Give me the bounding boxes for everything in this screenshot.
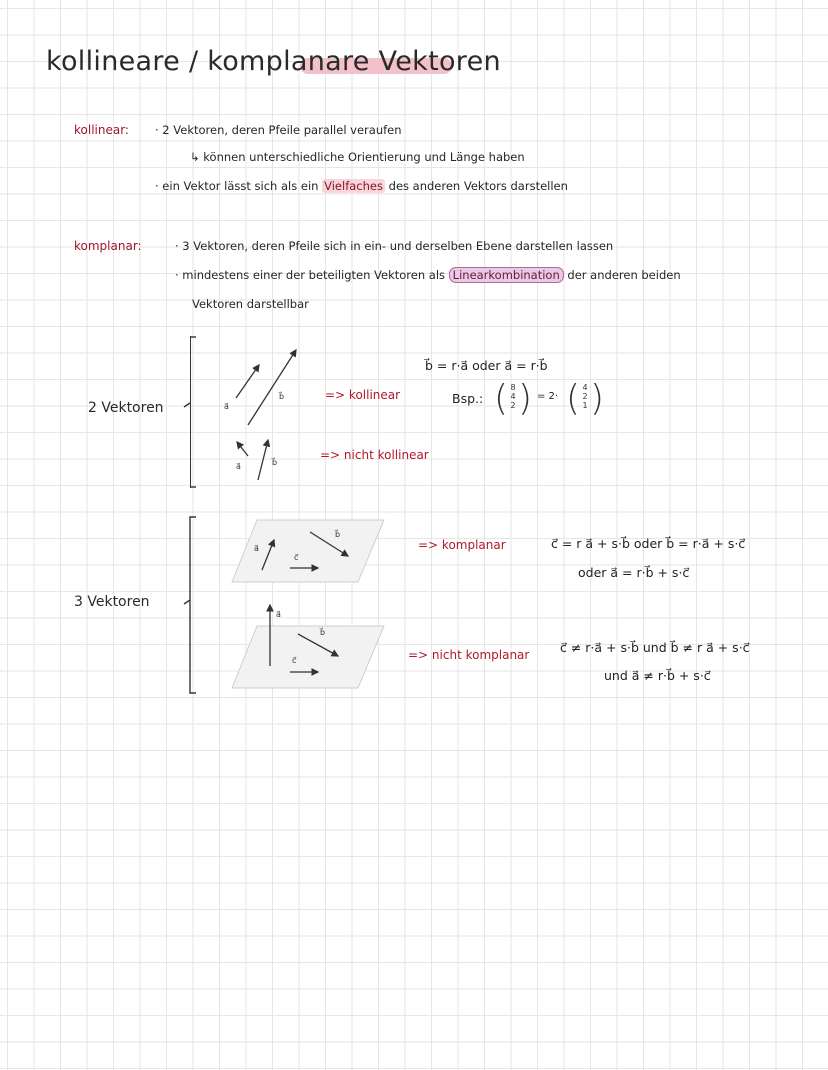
two-vectors-label: 2 Vektoren [88, 400, 164, 416]
brace-ticks-three [184, 517, 196, 693]
kollinear-bullet-1-sub: ↳ können unterschiedliche Orientierung und Länge haben [190, 150, 525, 164]
komplanar-bullet-1: · 3 Vektoren, deren Pfeile sich in ein- und derselben Ebene darstellen lassen [175, 239, 614, 253]
paren-close-1: ) [518, 378, 533, 419]
highlight-linearkombination: Linearkombination [449, 267, 564, 283]
label-a-collinear: a⃗ [224, 402, 229, 411]
kollinear-label: kollinear: [74, 123, 129, 137]
result-komplanar: => komplanar [418, 538, 506, 552]
label-b-nicht-komplanar: b⃗ [320, 628, 326, 637]
formula-collinear: b⃗ = r·a⃗ oder a⃗ = r·b⃗ [425, 358, 548, 373]
example-factor: = 2· [537, 391, 559, 402]
vec1-x: 8 [510, 383, 516, 392]
vector-b-collinear [248, 350, 296, 425]
plane-nicht-komplanar [232, 626, 384, 688]
komplanar-bullet-2-cont: Vektoren darstellbar [192, 297, 309, 311]
formula-komplanar-2: oder a⃗ = r·b⃗ + s·c⃗ [578, 565, 690, 580]
paren-open-2: ( [566, 378, 581, 419]
label-c-nicht-komplanar: c⃗ [292, 656, 297, 665]
komplanar-label: komplanar: [74, 239, 142, 253]
vector-a-noncollinear [237, 442, 248, 456]
page-title: kollineare / komplanare Vektoren [46, 46, 501, 77]
label-c-komplanar: c⃗ [294, 553, 299, 562]
label-b-noncollinear: b⃗ [272, 458, 278, 467]
label-b-komplanar: b⃗ [335, 530, 341, 539]
formula-nicht-komplanar-2: und a⃗ ≠ r·b⃗ + s·c⃗ [604, 668, 711, 683]
vec2-x: 4 [582, 383, 588, 392]
vec2-y: 2 [582, 392, 588, 401]
vec2-z: 1 [582, 401, 588, 410]
kollinear-bullet-1: · 2 Vektoren, deren Pfeile parallel veraufen [155, 123, 402, 137]
vec1-y: 4 [510, 392, 516, 401]
label-b-collinear: b⃗ [279, 392, 285, 401]
three-vectors-label: 3 Vektoren [74, 594, 150, 610]
label-a-noncollinear: a⃗ [236, 462, 241, 471]
formula-komplanar-1: c⃗ = r a⃗ + s·b⃗ oder b⃗ = r·a⃗ + s·c⃗ [551, 536, 746, 551]
label-a-nicht-komplanar: a⃗ [276, 610, 281, 619]
komplanar-bullet-2-post: der anderen beiden [567, 268, 681, 282]
paren-close-2: ) [590, 378, 605, 419]
vec1-z: 2 [510, 401, 516, 410]
result-nicht-kollinear: => nicht kollinear [320, 448, 429, 462]
example-vector-1 [509, 383, 517, 410]
komplanar-bullet-2-pre: · mindestens einer der beteiligten Vektoren als [175, 268, 446, 282]
label-a-komplanar: a⃗ [254, 544, 259, 553]
kollinear-bullet-2-pre: · ein Vektor lässt sich als ein [155, 179, 319, 193]
paren-open-1: ( [494, 378, 509, 419]
formula-nicht-komplanar-1: c⃗ ≠ r·a⃗ + s·b⃗ und b⃗ ≠ r a⃗ + s·c⃗ [560, 640, 750, 655]
example-label: Bsp.: [452, 391, 484, 406]
brace-ticks-two [184, 337, 196, 487]
highlight-vielfaches: Vielfaches [324, 179, 383, 193]
vector-a-collinear [236, 365, 259, 398]
kollinear-bullet-2-post: des anderen Vektors darstellen [388, 179, 568, 193]
result-nicht-komplanar: => nicht komplanar [408, 648, 530, 662]
result-kollinear: => kollinear [325, 388, 401, 402]
vector-b-noncollinear [258, 440, 268, 480]
example-vector-2 [581, 383, 589, 410]
